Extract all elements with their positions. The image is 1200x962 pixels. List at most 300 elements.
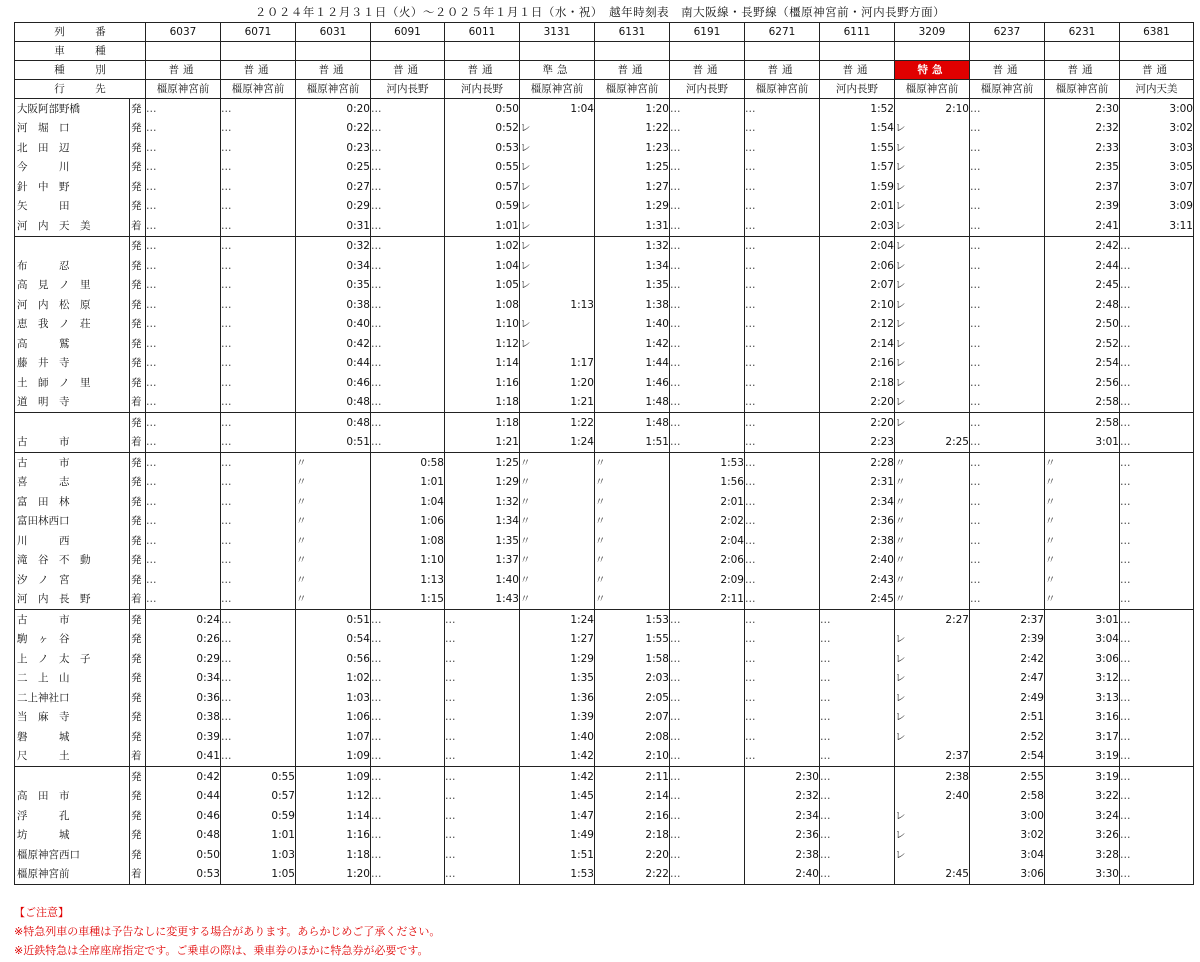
time-cell: 2:11	[670, 590, 745, 610]
station-name: 北 田 辺	[15, 138, 130, 158]
no-service-mark: …	[445, 630, 520, 650]
no-service-mark: …	[745, 433, 820, 453]
time-cell: 2:37	[970, 610, 1045, 630]
no-service-mark: …	[820, 865, 895, 885]
time-cell: 1:37	[445, 551, 520, 571]
no-service-mark: …	[820, 630, 895, 650]
no-service-mark: …	[445, 865, 520, 885]
no-service-mark: …	[371, 236, 445, 256]
no-service-mark: …	[970, 216, 1045, 236]
train-number-row-cell: 6011	[445, 23, 520, 42]
train-number-row-cell: 6091	[371, 23, 445, 42]
no-service-mark: …	[371, 197, 445, 217]
no-service-mark: …	[445, 688, 520, 708]
time-cell: 0:20	[296, 99, 371, 119]
no-service-mark: …	[221, 216, 296, 236]
pass-mark: レ	[520, 138, 595, 158]
other-route-mark: 〃	[895, 531, 970, 551]
table-row	[15, 354, 1194, 374]
other-route-mark: 〃	[895, 453, 970, 473]
pass-mark: レ	[895, 393, 970, 413]
time-cell: 0:50	[146, 845, 221, 865]
pass-mark: レ	[895, 669, 970, 689]
pass-mark: レ	[895, 334, 970, 354]
time-cell: 0:27	[296, 177, 371, 197]
station-name: 川 西	[15, 531, 130, 551]
time-cell: 0:59	[221, 806, 296, 826]
time-cell: 1:32	[445, 492, 520, 512]
no-service-mark: …	[745, 473, 820, 493]
no-service-mark: …	[970, 531, 1045, 551]
no-service-mark: …	[146, 334, 221, 354]
no-service-mark: …	[221, 747, 296, 767]
pass-mark: レ	[895, 256, 970, 276]
no-service-mark: …	[221, 334, 296, 354]
time-cell: 1:04	[371, 492, 445, 512]
no-service-mark: …	[371, 727, 445, 747]
time-cell: 0:39	[146, 727, 221, 747]
time-cell: 1:06	[296, 708, 371, 728]
no-service-mark: …	[745, 216, 820, 236]
other-route-mark: 〃	[595, 570, 670, 590]
pass-mark: レ	[520, 334, 595, 354]
no-service-mark: …	[670, 826, 745, 846]
time-cell: 3:06	[1045, 649, 1120, 669]
other-route-mark: 〃	[520, 590, 595, 610]
arrival-departure-mark: 発	[130, 119, 146, 139]
no-service-mark: …	[146, 473, 221, 493]
no-service-mark: …	[670, 806, 745, 826]
no-service-mark: …	[1120, 236, 1194, 256]
station-name: 高 見 ノ 里	[15, 276, 130, 296]
car-type-row-cell	[221, 42, 296, 61]
train-number-row-label: 列 番	[15, 23, 146, 42]
no-service-mark: …	[820, 649, 895, 669]
no-service-mark: …	[970, 295, 1045, 315]
time-cell: 2:48	[1045, 295, 1120, 315]
time-cell: 0:58	[371, 453, 445, 473]
time-cell: 1:58	[595, 649, 670, 669]
other-route-mark: 〃	[520, 531, 595, 551]
no-service-mark: …	[1120, 473, 1194, 493]
no-service-mark: …	[670, 393, 745, 413]
no-service-mark: …	[371, 787, 445, 807]
time-cell: 2:14	[820, 334, 895, 354]
time-cell: 0:31	[296, 216, 371, 236]
arrival-departure-mark: 発	[130, 158, 146, 178]
no-service-mark: …	[745, 413, 820, 433]
time-cell: 3:17	[1045, 727, 1120, 747]
pass-mark: レ	[895, 158, 970, 178]
no-service-mark: …	[445, 806, 520, 826]
no-service-mark: …	[970, 99, 1045, 119]
no-service-mark: …	[970, 334, 1045, 354]
time-cell: 2:07	[595, 708, 670, 728]
station-name: 道 明 寺	[15, 393, 130, 413]
station-name: 大阪阿部野橋	[15, 99, 130, 119]
arrival-departure-mark: 発	[130, 197, 146, 217]
no-service-mark: …	[371, 649, 445, 669]
no-service-mark: …	[371, 276, 445, 296]
other-route-mark: 〃	[296, 570, 371, 590]
time-cell: 0:25	[296, 158, 371, 178]
table-row	[15, 845, 1194, 865]
pass-mark: レ	[520, 158, 595, 178]
other-route-mark: 〃	[595, 590, 670, 610]
table-row	[15, 119, 1194, 139]
time-cell: 1:27	[595, 177, 670, 197]
arrival-departure-mark: 発	[130, 570, 146, 590]
time-cell: 1:32	[595, 236, 670, 256]
no-service-mark: …	[371, 865, 445, 885]
no-service-mark: …	[221, 119, 296, 139]
time-cell: 1:43	[445, 590, 520, 610]
car-type-row-cell	[820, 42, 895, 61]
time-cell: 1:51	[520, 845, 595, 865]
station-name: 橿原神宮西口	[15, 845, 130, 865]
no-service-mark: …	[970, 373, 1045, 393]
no-service-mark: …	[745, 393, 820, 413]
no-service-mark: …	[670, 158, 745, 178]
table-row	[15, 590, 1194, 610]
no-service-mark: …	[146, 433, 221, 453]
time-cell: 3:04	[970, 845, 1045, 865]
no-service-mark: …	[970, 256, 1045, 276]
time-cell: 1:29	[595, 197, 670, 217]
station-name: 布 忍	[15, 256, 130, 276]
time-cell: 0:38	[146, 708, 221, 728]
time-cell: 1:53	[670, 453, 745, 473]
time-cell: 0:46	[296, 373, 371, 393]
service-type-row-cell: 普通	[371, 61, 445, 80]
time-cell: 1:05	[221, 865, 296, 885]
no-service-mark: …	[221, 570, 296, 590]
no-service-mark: …	[745, 99, 820, 119]
no-service-mark: …	[670, 630, 745, 650]
time-cell: 1:20	[595, 99, 670, 119]
no-service-mark: …	[1120, 453, 1194, 473]
no-service-mark: …	[1120, 806, 1194, 826]
time-cell: 0:48	[296, 413, 371, 433]
time-cell: 2:02	[670, 512, 745, 532]
station-name: 浮 孔	[15, 806, 130, 826]
other-route-mark: 〃	[895, 492, 970, 512]
no-service-mark: …	[1120, 747, 1194, 767]
no-service-mark: …	[146, 236, 221, 256]
no-service-mark: …	[221, 276, 296, 296]
time-cell: 0:42	[296, 334, 371, 354]
time-cell: 3:02	[1120, 119, 1194, 139]
time-cell: 2:14	[595, 787, 670, 807]
no-service-mark: …	[1120, 610, 1194, 630]
no-service-mark: …	[221, 236, 296, 256]
table-row	[15, 708, 1194, 728]
notes-heading: 【ご注意】	[14, 906, 69, 919]
time-cell: 1:21	[445, 433, 520, 453]
time-cell: 1:46	[595, 373, 670, 393]
service-type-row-cell: 普通	[820, 61, 895, 80]
time-cell: 2:43	[820, 570, 895, 590]
car-type-row-cell	[595, 42, 670, 61]
time-cell: 0:50	[445, 99, 520, 119]
time-cell: 1:59	[820, 177, 895, 197]
time-cell: 1:40	[595, 315, 670, 335]
time-cell: 1:52	[820, 99, 895, 119]
time-cell: 0:53	[146, 865, 221, 885]
time-cell: 2:56	[1045, 373, 1120, 393]
time-cell: 1:25	[445, 453, 520, 473]
no-service-mark: …	[970, 158, 1045, 178]
no-service-mark: …	[1120, 649, 1194, 669]
no-service-mark: …	[221, 99, 296, 119]
arrival-departure-mark: 発	[130, 688, 146, 708]
no-service-mark: …	[221, 610, 296, 630]
pass-mark: レ	[895, 373, 970, 393]
no-service-mark: …	[1120, 334, 1194, 354]
destination-row-cell: 河内長野	[371, 80, 445, 99]
no-service-mark: …	[670, 216, 745, 236]
no-service-mark: …	[670, 688, 745, 708]
table-row	[15, 99, 1194, 119]
no-service-mark: …	[1120, 492, 1194, 512]
time-cell: 1:18	[445, 393, 520, 413]
no-service-mark: …	[745, 158, 820, 178]
time-cell: 3:02	[970, 826, 1045, 846]
no-service-mark: …	[445, 787, 520, 807]
time-cell: 1:29	[520, 649, 595, 669]
time-cell: 2:39	[970, 630, 1045, 650]
service-type-row-cell: 普通	[296, 61, 371, 80]
time-cell: 2:09	[670, 570, 745, 590]
station-name: 当 麻 寺	[15, 708, 130, 728]
no-service-mark: …	[745, 177, 820, 197]
car-type-row-cell	[895, 42, 970, 61]
train-number-row-cell: 6271	[745, 23, 820, 42]
arrival-departure-mark: 発	[130, 727, 146, 747]
time-cell: 1:03	[296, 688, 371, 708]
time-cell: 2:45	[895, 865, 970, 885]
arrival-departure-mark: 発	[130, 845, 146, 865]
no-service-mark: …	[146, 373, 221, 393]
table-row	[15, 531, 1194, 551]
station-name: 富田林西口	[15, 512, 130, 532]
time-cell: 1:10	[445, 315, 520, 335]
time-cell: 2:03	[595, 669, 670, 689]
no-service-mark: …	[970, 413, 1045, 433]
no-service-mark: …	[146, 551, 221, 571]
no-service-mark: …	[970, 512, 1045, 532]
no-service-mark: …	[970, 276, 1045, 296]
time-cell: 1:51	[595, 433, 670, 453]
time-cell: 2:12	[820, 315, 895, 335]
time-cell: 2:36	[820, 512, 895, 532]
time-cell: 2:03	[820, 216, 895, 236]
pass-mark: レ	[895, 845, 970, 865]
no-service-mark: …	[970, 236, 1045, 256]
service-type-row	[15, 61, 1194, 80]
pass-mark: レ	[895, 138, 970, 158]
station-name: 二 上 山	[15, 669, 130, 689]
arrival-departure-mark: 発	[130, 512, 146, 532]
time-cell: 0:29	[296, 197, 371, 217]
time-cell: 2:01	[670, 492, 745, 512]
table-row	[15, 295, 1194, 315]
time-cell: 2:58	[1045, 413, 1120, 433]
time-cell: 2:20	[595, 845, 670, 865]
no-service-mark: …	[670, 177, 745, 197]
destination-row-cell: 河内天美	[1120, 80, 1194, 99]
station-name: 橿原神宮前	[15, 865, 130, 885]
other-route-mark: 〃	[1045, 531, 1120, 551]
destination-row-cell: 橿原神宮前	[895, 80, 970, 99]
no-service-mark: …	[445, 669, 520, 689]
no-service-mark: …	[820, 845, 895, 865]
car-type-row-cell	[745, 42, 820, 61]
arrival-departure-mark: 着	[130, 433, 146, 453]
arrival-departure-mark: 発	[130, 295, 146, 315]
destination-row-cell: 橿原神宮前	[296, 80, 371, 99]
other-route-mark: 〃	[895, 570, 970, 590]
destination-row-cell: 橿原神宮前	[595, 80, 670, 99]
no-service-mark: …	[970, 590, 1045, 610]
time-cell: 2:41	[1045, 216, 1120, 236]
table-row	[15, 787, 1194, 807]
no-service-mark: …	[970, 138, 1045, 158]
table-row	[15, 570, 1194, 590]
pass-mark: レ	[895, 630, 970, 650]
time-cell: 2:47	[970, 669, 1045, 689]
no-service-mark: …	[670, 119, 745, 139]
time-cell: 1:15	[371, 590, 445, 610]
time-cell: 0:54	[296, 630, 371, 650]
station-name: 喜 志	[15, 473, 130, 493]
station-name: 河 堀 口	[15, 119, 130, 139]
no-service-mark: …	[745, 315, 820, 335]
no-service-mark: …	[820, 669, 895, 689]
time-cell: 2:30	[1045, 99, 1120, 119]
time-cell: 1:02	[296, 669, 371, 689]
time-cell: 2:35	[1045, 158, 1120, 178]
other-route-mark: 〃	[595, 492, 670, 512]
no-service-mark: …	[1120, 708, 1194, 728]
no-service-mark: …	[970, 433, 1045, 453]
no-service-mark: …	[820, 727, 895, 747]
pass-mark: レ	[895, 413, 970, 433]
time-cell: 2:10	[895, 99, 970, 119]
no-service-mark: …	[221, 669, 296, 689]
no-service-mark: …	[670, 276, 745, 296]
train-number-row-cell: 3131	[520, 23, 595, 42]
time-cell: 2:55	[970, 767, 1045, 787]
no-service-mark: …	[970, 473, 1045, 493]
station-name: 恵 我 ノ 荘	[15, 315, 130, 335]
no-service-mark: …	[371, 334, 445, 354]
time-cell: 2:32	[1045, 119, 1120, 139]
time-cell: 0:42	[146, 767, 221, 787]
station-name: 尺 土	[15, 747, 130, 767]
time-cell: 2:33	[1045, 138, 1120, 158]
no-service-mark: …	[371, 315, 445, 335]
pass-mark: レ	[520, 236, 595, 256]
arrival-departure-mark: 発	[130, 649, 146, 669]
no-service-mark: …	[146, 570, 221, 590]
no-service-mark: …	[670, 315, 745, 335]
car-type-row-cell	[670, 42, 745, 61]
arrival-departure-mark: 発	[130, 610, 146, 630]
arrival-departure-mark: 発	[130, 236, 146, 256]
no-service-mark: …	[1120, 669, 1194, 689]
no-service-mark: …	[670, 373, 745, 393]
time-cell: 3:12	[1045, 669, 1120, 689]
no-service-mark: …	[445, 649, 520, 669]
time-cell: 1:01	[371, 473, 445, 493]
time-cell: 0:38	[296, 295, 371, 315]
table-row	[15, 433, 1194, 453]
table-row	[15, 551, 1194, 571]
no-service-mark: …	[970, 453, 1045, 473]
other-route-mark: 〃	[296, 492, 371, 512]
no-service-mark: …	[670, 708, 745, 728]
arrival-departure-mark: 発	[130, 453, 146, 473]
time-cell: 1:24	[520, 433, 595, 453]
time-cell: 2:58	[1045, 393, 1120, 413]
station-name: 藤 井 寺	[15, 354, 130, 374]
time-cell: 3:19	[1045, 767, 1120, 787]
pass-mark: レ	[520, 276, 595, 296]
no-service-mark: …	[146, 453, 221, 473]
time-cell: 0:57	[221, 787, 296, 807]
time-cell: 2:11	[595, 767, 670, 787]
no-service-mark: …	[371, 610, 445, 630]
arrival-departure-mark: 着	[130, 216, 146, 236]
no-service-mark: …	[371, 669, 445, 689]
no-service-mark: …	[371, 373, 445, 393]
arrival-departure-mark: 発	[130, 473, 146, 493]
time-cell: 0:36	[146, 688, 221, 708]
time-cell: 1:56	[670, 473, 745, 493]
time-cell: 3:19	[1045, 747, 1120, 767]
no-service-mark: …	[371, 433, 445, 453]
other-route-mark: 〃	[1045, 551, 1120, 571]
no-service-mark: …	[221, 256, 296, 276]
no-service-mark: …	[146, 216, 221, 236]
time-cell: 1:48	[595, 413, 670, 433]
no-service-mark: …	[670, 99, 745, 119]
no-service-mark: …	[221, 373, 296, 393]
no-service-mark: …	[445, 767, 520, 787]
time-cell: 1:48	[595, 393, 670, 413]
no-service-mark: …	[221, 551, 296, 571]
no-service-mark: …	[371, 747, 445, 767]
time-cell: 3:11	[1120, 216, 1194, 236]
time-cell: 2:04	[820, 236, 895, 256]
table-row	[15, 138, 1194, 158]
no-service-mark: …	[745, 649, 820, 669]
train-number-row-cell: 3209	[895, 23, 970, 42]
time-cell: 1:07	[296, 727, 371, 747]
table-row	[15, 216, 1194, 236]
station-name: 矢 田	[15, 197, 130, 217]
service-type-row-cell: 普通	[445, 61, 520, 80]
no-service-mark: …	[221, 197, 296, 217]
no-service-mark: …	[670, 727, 745, 747]
time-cell: 1:14	[296, 806, 371, 826]
time-cell: 2:22	[595, 865, 670, 885]
time-cell: 2:52	[1045, 334, 1120, 354]
station-name: 古 市	[15, 610, 130, 630]
service-type-row-cell: 普通	[595, 61, 670, 80]
time-cell: 0:51	[296, 610, 371, 630]
